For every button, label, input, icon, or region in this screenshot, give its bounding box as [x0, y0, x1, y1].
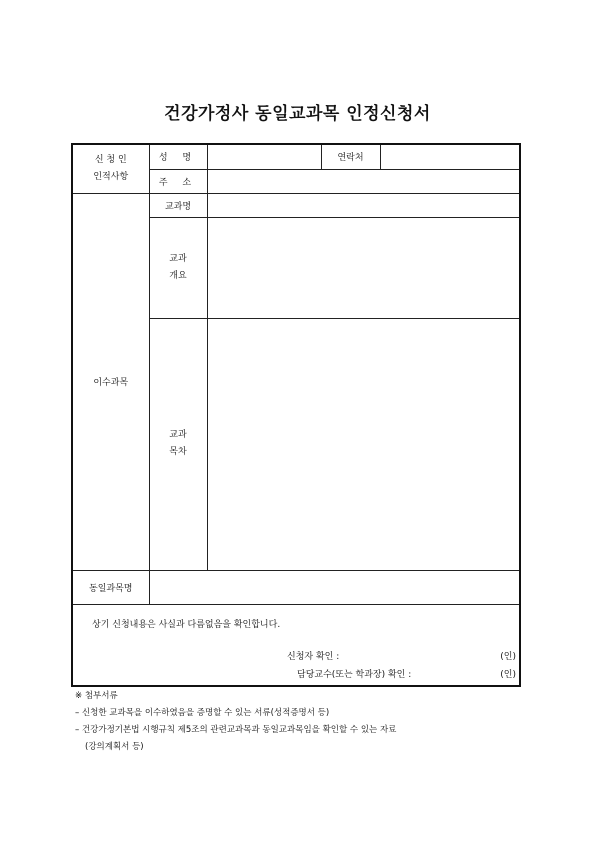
attachments-notes [75, 688, 396, 756]
attachments-header: ※ 첨부서류 [75, 691, 118, 701]
name-label: 성 명 [149, 144, 207, 169]
applicant-section-label: 신 청 인 인적사항 [72, 144, 149, 193]
course-overview-label: 교과 개요 [149, 217, 207, 318]
applicant-seal-mark: (인) [500, 651, 516, 662]
course-section-label: 이수과목 [72, 193, 149, 570]
course-name-field[interactable] [207, 193, 520, 217]
attachment-item-continuation: (강의계획서 등) [85, 742, 144, 752]
attachment-item: – 신청한 교과목을 이수하였음을 증명할 수 있는 서류(성적증명서 등) [75, 708, 330, 718]
course-overview-field[interactable] [207, 217, 520, 318]
name-field[interactable] [207, 144, 321, 169]
course-contents-field[interactable] [207, 318, 520, 570]
address-field[interactable] [207, 169, 520, 193]
professor-seal-mark: (인) [500, 669, 516, 680]
equivalent-course-field[interactable] [149, 570, 520, 604]
confirmation-statement: 상기 신청내용은 사실과 다름없음을 확인합니다. [92, 619, 281, 630]
confirmation-section [72, 604, 520, 686]
applicant-confirm-label: 신청자 확인 : [287, 651, 340, 662]
attachment-item: – 건강가정기본법 시행규칙 제5조의 관련교과목과 동일교과목임을 확인할 수 있는 자료 [75, 725, 397, 735]
course-name-label: 교과명 [149, 193, 207, 217]
contact-label: 연락처 [321, 144, 380, 169]
document-title: 건강가정사 동일교과목 인정신청서 [164, 104, 431, 124]
application-form [71, 143, 521, 687]
address-label: 주 소 [149, 169, 207, 193]
equivalent-course-label: 동일과목명 [72, 570, 149, 604]
course-contents-label: 교과 목차 [149, 318, 207, 570]
contact-field[interactable] [380, 144, 520, 169]
professor-confirm-label: 담당교수(또는 학과장) 확인 : [297, 669, 412, 680]
